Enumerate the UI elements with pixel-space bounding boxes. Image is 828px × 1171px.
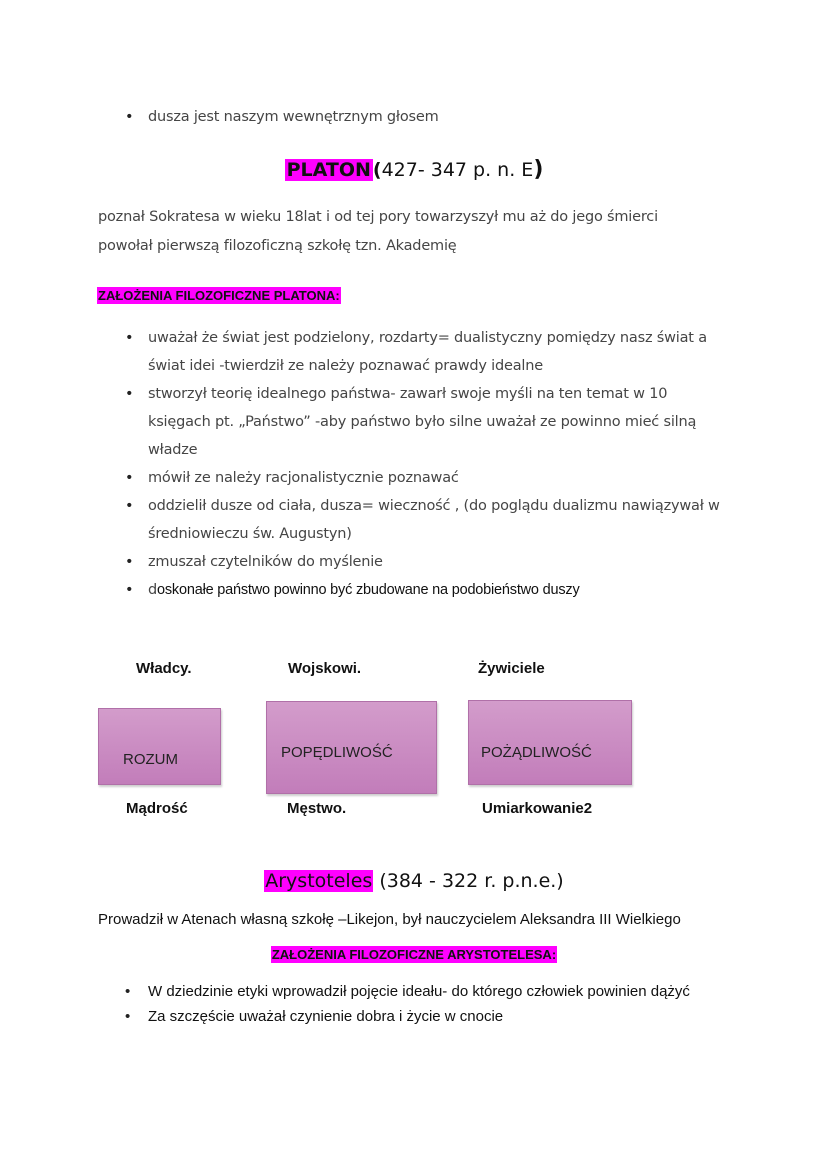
arystoteles-paragraph: Prowadził w Atenach własną szkołę –Likejon, był nauczycielem Aleksandra III Wielkiego [98, 911, 681, 928]
paren-close: ) [533, 157, 544, 182]
last-bullet-text: oskonałe państwo powinno być zbudowane na podobieństwo duszy [157, 582, 580, 598]
list-item: • stworzył teorię idealnego państwa- zawarł swoje myśli na ten temat w 10 księgach pt. „Państwo” -aby państwo było silne uważał ze powinno mieć silną władze [148, 380, 733, 464]
diagram-box-pozadliwosc [468, 700, 632, 785]
arystoteles-bullets [148, 980, 708, 1028]
platon-name: PLATON [286, 159, 371, 181]
platon-dates: 427- 347 p. n. E [381, 159, 534, 181]
arystoteles-heading-wrap [0, 946, 828, 964]
diagram-bottom-label: Męstwo. [287, 800, 347, 817]
box-label: POŻĄDLIWOŚĆ [481, 744, 592, 761]
list-item [148, 576, 733, 604]
first-letter: d [148, 582, 158, 598]
list-item: • uważał że świat jest podzielony, rozdarty= dualistyczny pomiędzy nasz świat a świat idei -twierdził ze należy poznawać prawdy idealne [148, 324, 733, 380]
box-label: POPĘDLIWOŚĆ [281, 744, 393, 761]
diagram-bottom-label: Mądrość [126, 800, 188, 817]
arystoteles-heading: ZAŁOŻENIA FILOZOFICZNE ARYSTOTELESA: [271, 947, 557, 962]
paren-open: ( [372, 159, 382, 181]
box-label: ROZUM [123, 751, 178, 768]
list-item: • mówił ze należy racjonalistycznie poznawać [148, 464, 733, 492]
platon-bullets [148, 324, 733, 604]
diagram-box-popedliwosc [266, 701, 437, 794]
diagram-top-label: Żywiciele [478, 660, 545, 677]
list-item: • W dziedzinie etyki wprowadził pojęcie ideału- do którego człowiek powinien dążyć [148, 980, 708, 1003]
list-item: • zmuszał czytelników do myślenie [148, 548, 733, 576]
diagram-top-label: Władcy. [136, 660, 192, 677]
arystoteles-dates: (384 - 322 r. p.n.e.) [373, 870, 564, 892]
paragraph-line: poznał Sokratesa w wieku 18lat i od tej pory towarzyszył mu aż do jego śmierci [98, 209, 658, 225]
diagram-top-label: Wojskowi. [288, 660, 362, 677]
platon-title [0, 157, 828, 182]
arystoteles-name: Arystoteles [265, 870, 373, 892]
list-item: • Za szczęście uważał czynienie dobra i życie w cnocie [148, 1005, 708, 1028]
platon-heading: ZAŁOŻENIA FILOZOFICZNE PLATONA: [98, 288, 340, 303]
platon-paragraph [98, 203, 658, 261]
intro-list [148, 103, 748, 131]
list-item: • oddzielił dusze od ciała, dusza= wieczność , (do poglądu dualizmu nawiązywał w średniowieczu św. Augustyn) [148, 492, 733, 548]
diagram-box-rozum [98, 708, 221, 785]
arystoteles-title [0, 870, 828, 892]
diagram-bottom-label: Umiarkowanie2 [482, 800, 593, 817]
list-item: • dusza jest naszym wewnętrznym głosem [148, 103, 748, 131]
paragraph-line: powołał pierwszą filozoficzną szkołę tzn. Akademię [98, 238, 457, 254]
